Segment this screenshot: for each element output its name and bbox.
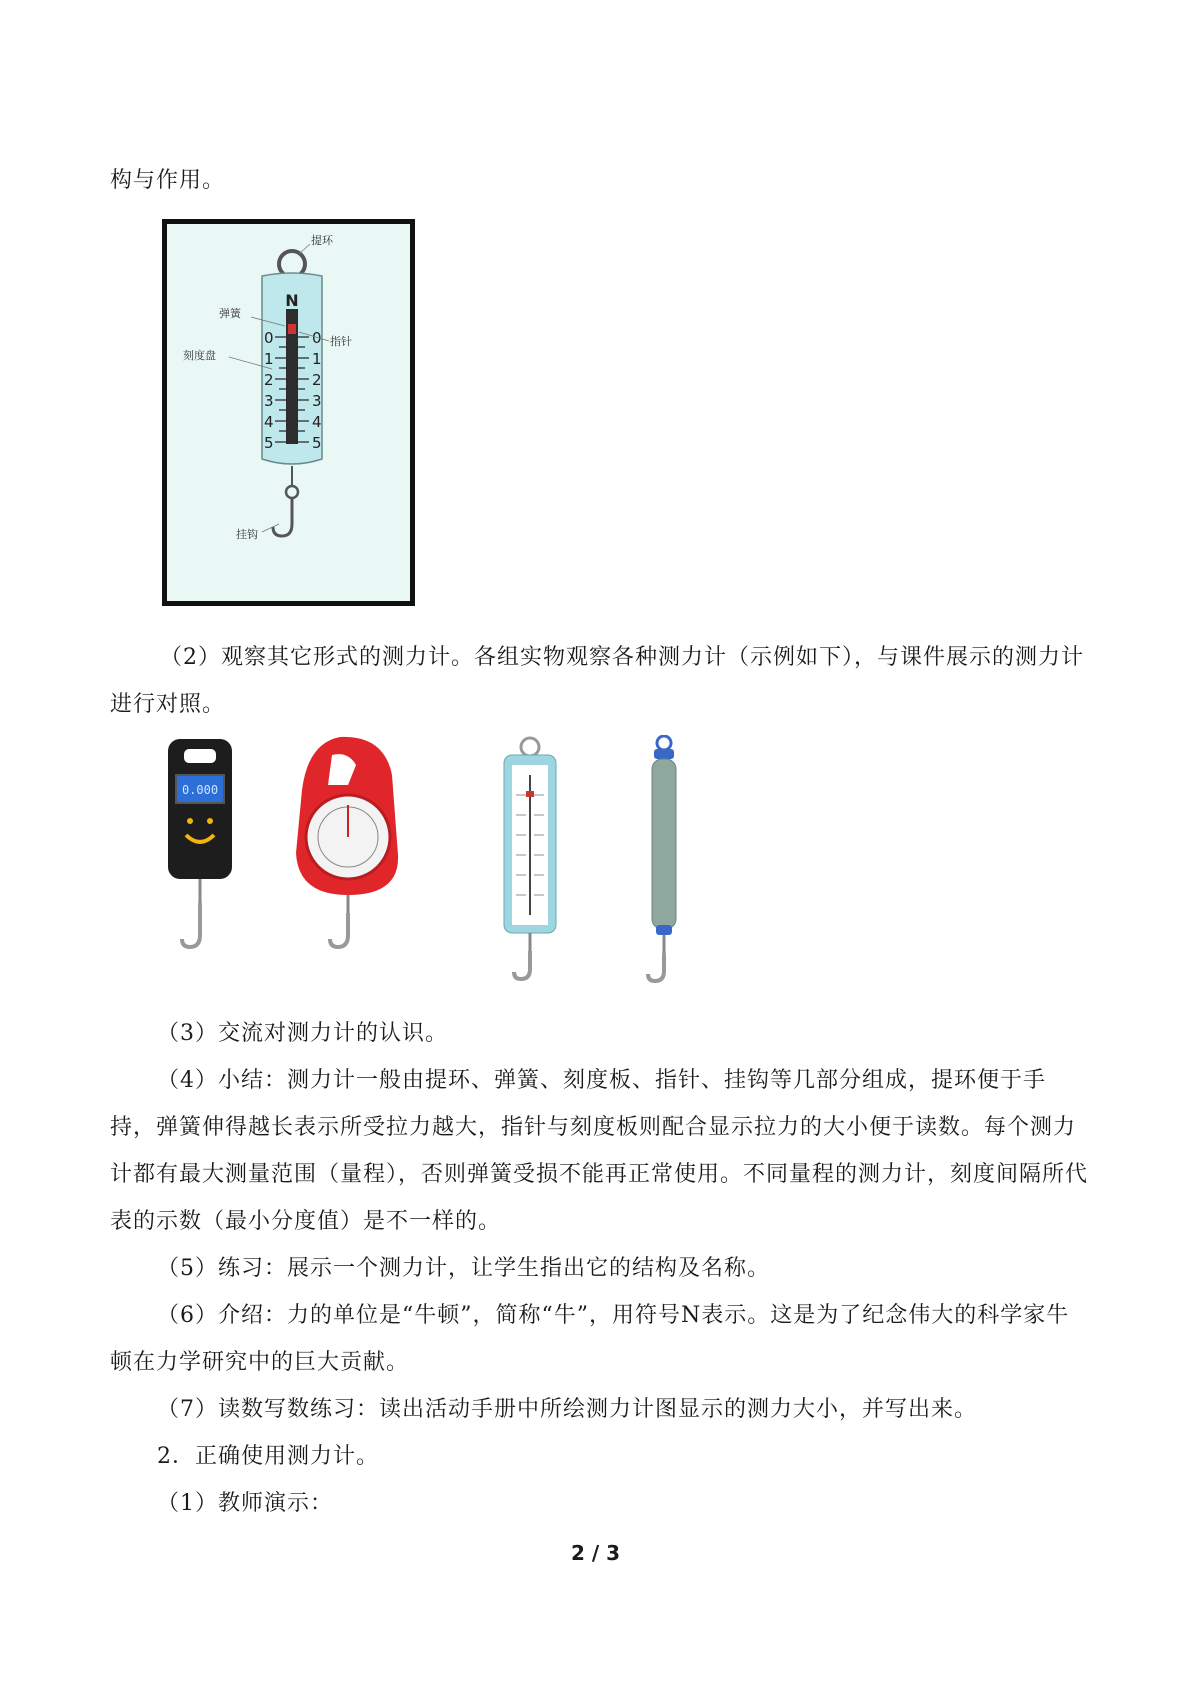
paragraph-7: （7）读数写数练习：读出活动手册中所绘测力计图显示的测力大小，并写出来。 <box>157 1397 977 1422</box>
green-tube-scale-image <box>640 735 690 985</box>
spring-scale-diagram <box>162 219 415 606</box>
tick-label-left: 1 <box>264 350 274 368</box>
unit-label: N <box>285 291 299 310</box>
tick-label-right: 0 <box>312 329 322 347</box>
tick-label-left: 4 <box>264 413 274 431</box>
tick-label-right: 3 <box>312 392 322 410</box>
label-pointer: 指针 <box>330 335 352 348</box>
paragraph-6: （6）介绍：力的单位是“牛顿”，简称“牛”，用符号N表示。这是为了纪念伟大的科学家牛顿在力学研究中的巨大贡献。 <box>110 1303 1070 1375</box>
hook-ring-shape <box>286 486 298 498</box>
tick-label-right: 4 <box>312 413 322 431</box>
digital-scale-image <box>160 735 240 965</box>
paragraph-8: （1）教师演示： <box>157 1491 333 1516</box>
tick-label-right: 5 <box>312 434 322 452</box>
device-examples-row <box>160 735 720 985</box>
label-ring: 提环 <box>311 234 333 247</box>
label-spring: 弹簧 <box>219 307 241 320</box>
section-heading: 2．正确使用测力计。 <box>157 1444 379 1469</box>
paragraph-continued: 构与作用。 <box>110 168 226 193</box>
paragraph-2: （2）观察其它形式的测力计。各组实物观察各种测力计（示例如下），与课件展示的测力计进行对照。 <box>110 645 1085 717</box>
digital-display: 0.000 <box>181 783 219 797</box>
tick-label-right: 1 <box>312 350 322 368</box>
tick-label-left: 0 <box>264 329 274 347</box>
paragraph-3: （3）交流对测力计的认识。 <box>157 1021 448 1046</box>
blue-tube-scale-image <box>500 735 560 985</box>
tick-label-left: 3 <box>264 392 274 410</box>
paragraph-5: （5）练习：展示一个测力计，让学生指出它的结构及名称。 <box>157 1256 770 1281</box>
page-number: 2 / 3 <box>570 1541 621 1565</box>
paragraph-4: （4）小结：测力计一般由提环、弹簧、刻度板、指针、挂钩等几部分组成，提环便于手持，弹簧伸得越长表示所受拉力越大，指针与刻度板则配合显示拉力的大小便于读数。每个测力计都有最大测量范围（量程），否则弹簧受损不能再正常使用。不同量程的测力计，刻度间隔所代表的示数（最小分度值）是不一样的。 <box>110 1068 1089 1234</box>
spring-scale-illustration <box>167 224 410 601</box>
pointer-shape <box>288 324 296 334</box>
tick-label-right: 2 <box>312 371 322 389</box>
tick-label-left: 2 <box>264 371 274 389</box>
hook-shape <box>273 498 292 536</box>
label-hook: 挂钩 <box>236 528 258 541</box>
red-dial-scale-image <box>292 735 402 965</box>
tick-label-left: 5 <box>264 434 274 452</box>
label-scale: 刻度盘 <box>183 349 216 362</box>
